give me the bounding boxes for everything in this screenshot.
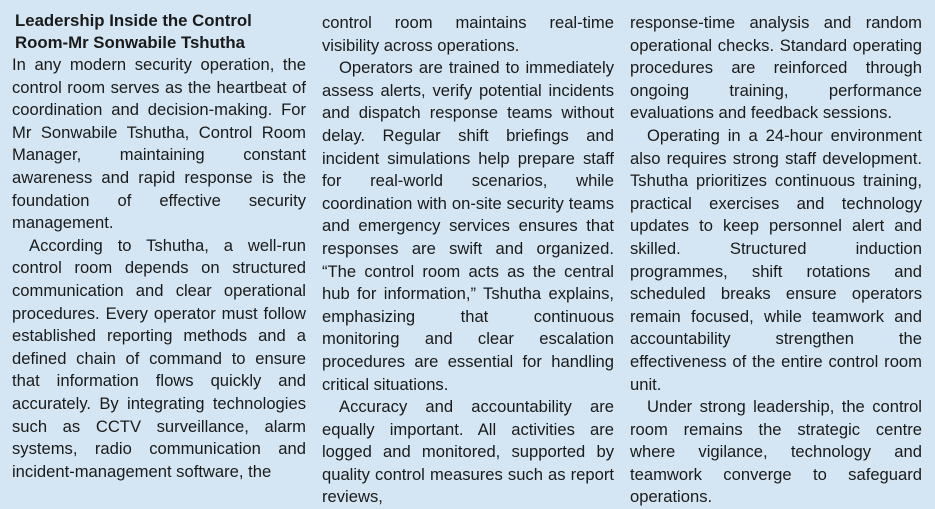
article-column-1 [12,10,306,483]
article-column-3 [630,12,922,509]
paragraph-2: According to Tshutha, a well-run control room depends on structured communication and clear operational procedures. Every operator must follow established reporting methods and a defined chain of command to ensure that information flows quickly and accurately. By integrating technologies such as CCTV surveillance, alarm systems, radio communication and incident-management software, the [12,235,306,481]
article-headline [12,10,306,54]
headline-line-1: Leadership Inside the Control [15,11,252,30]
article-column-2 [322,12,614,509]
paragraph-4: Accuracy and accountability are equally important. All activities are logged and monitored, supported by quality control measures such as report reviews, [322,397,614,507]
paragraph-4-continued: response-time analysis and random operational checks. Standard operating procedures are reinforced through ongoing training, performance evaluations and feedback sessions. [630,13,922,123]
paragraph-5: Operating in a 24-hour environment also requires strong staff development. Tshutha prioritizes continuous training, practical exercises and technology updates to keep personnel alert and skilled. Structured induction programmes, shift rotations and scheduled breaks ensure operators remain focused, while teamwork and accountability strengthen the effectiveness of the entire control room unit. [630,125,922,394]
paragraph-3: Operators are trained to immediately assess alerts, verify potential incidents and dispatch response teams without delay. Regular shift briefings and incident simulations help prepare staff for real-world scenarios, while coordination with on-site security teams and emergency services ensures that responses are swift and organized. “The control room acts as the central hub for information,” Tshutha explains, emphasizing that continuous monitoring and clear escalation procedures are essential for handling critical situations. [322,58,614,394]
paragraph-1: In any modern security operation, the control room serves as the heartbeat of coordination and decision-making. For Mr Sonwabile Tshutha, Control Room Manager, maintaining constant awareness and rapid response is the foundation of effective security management. [12,55,306,233]
paragraph-2-continued: control room maintains real-time visibility across operations. [322,13,614,55]
paragraph-6: Under strong leadership, the control room remains the strategic centre where vigilance, technology and teamwork converge to safeguard operations. [630,397,922,507]
headline-line-2: Room-Mr Sonwabile Tshutha [15,33,245,52]
